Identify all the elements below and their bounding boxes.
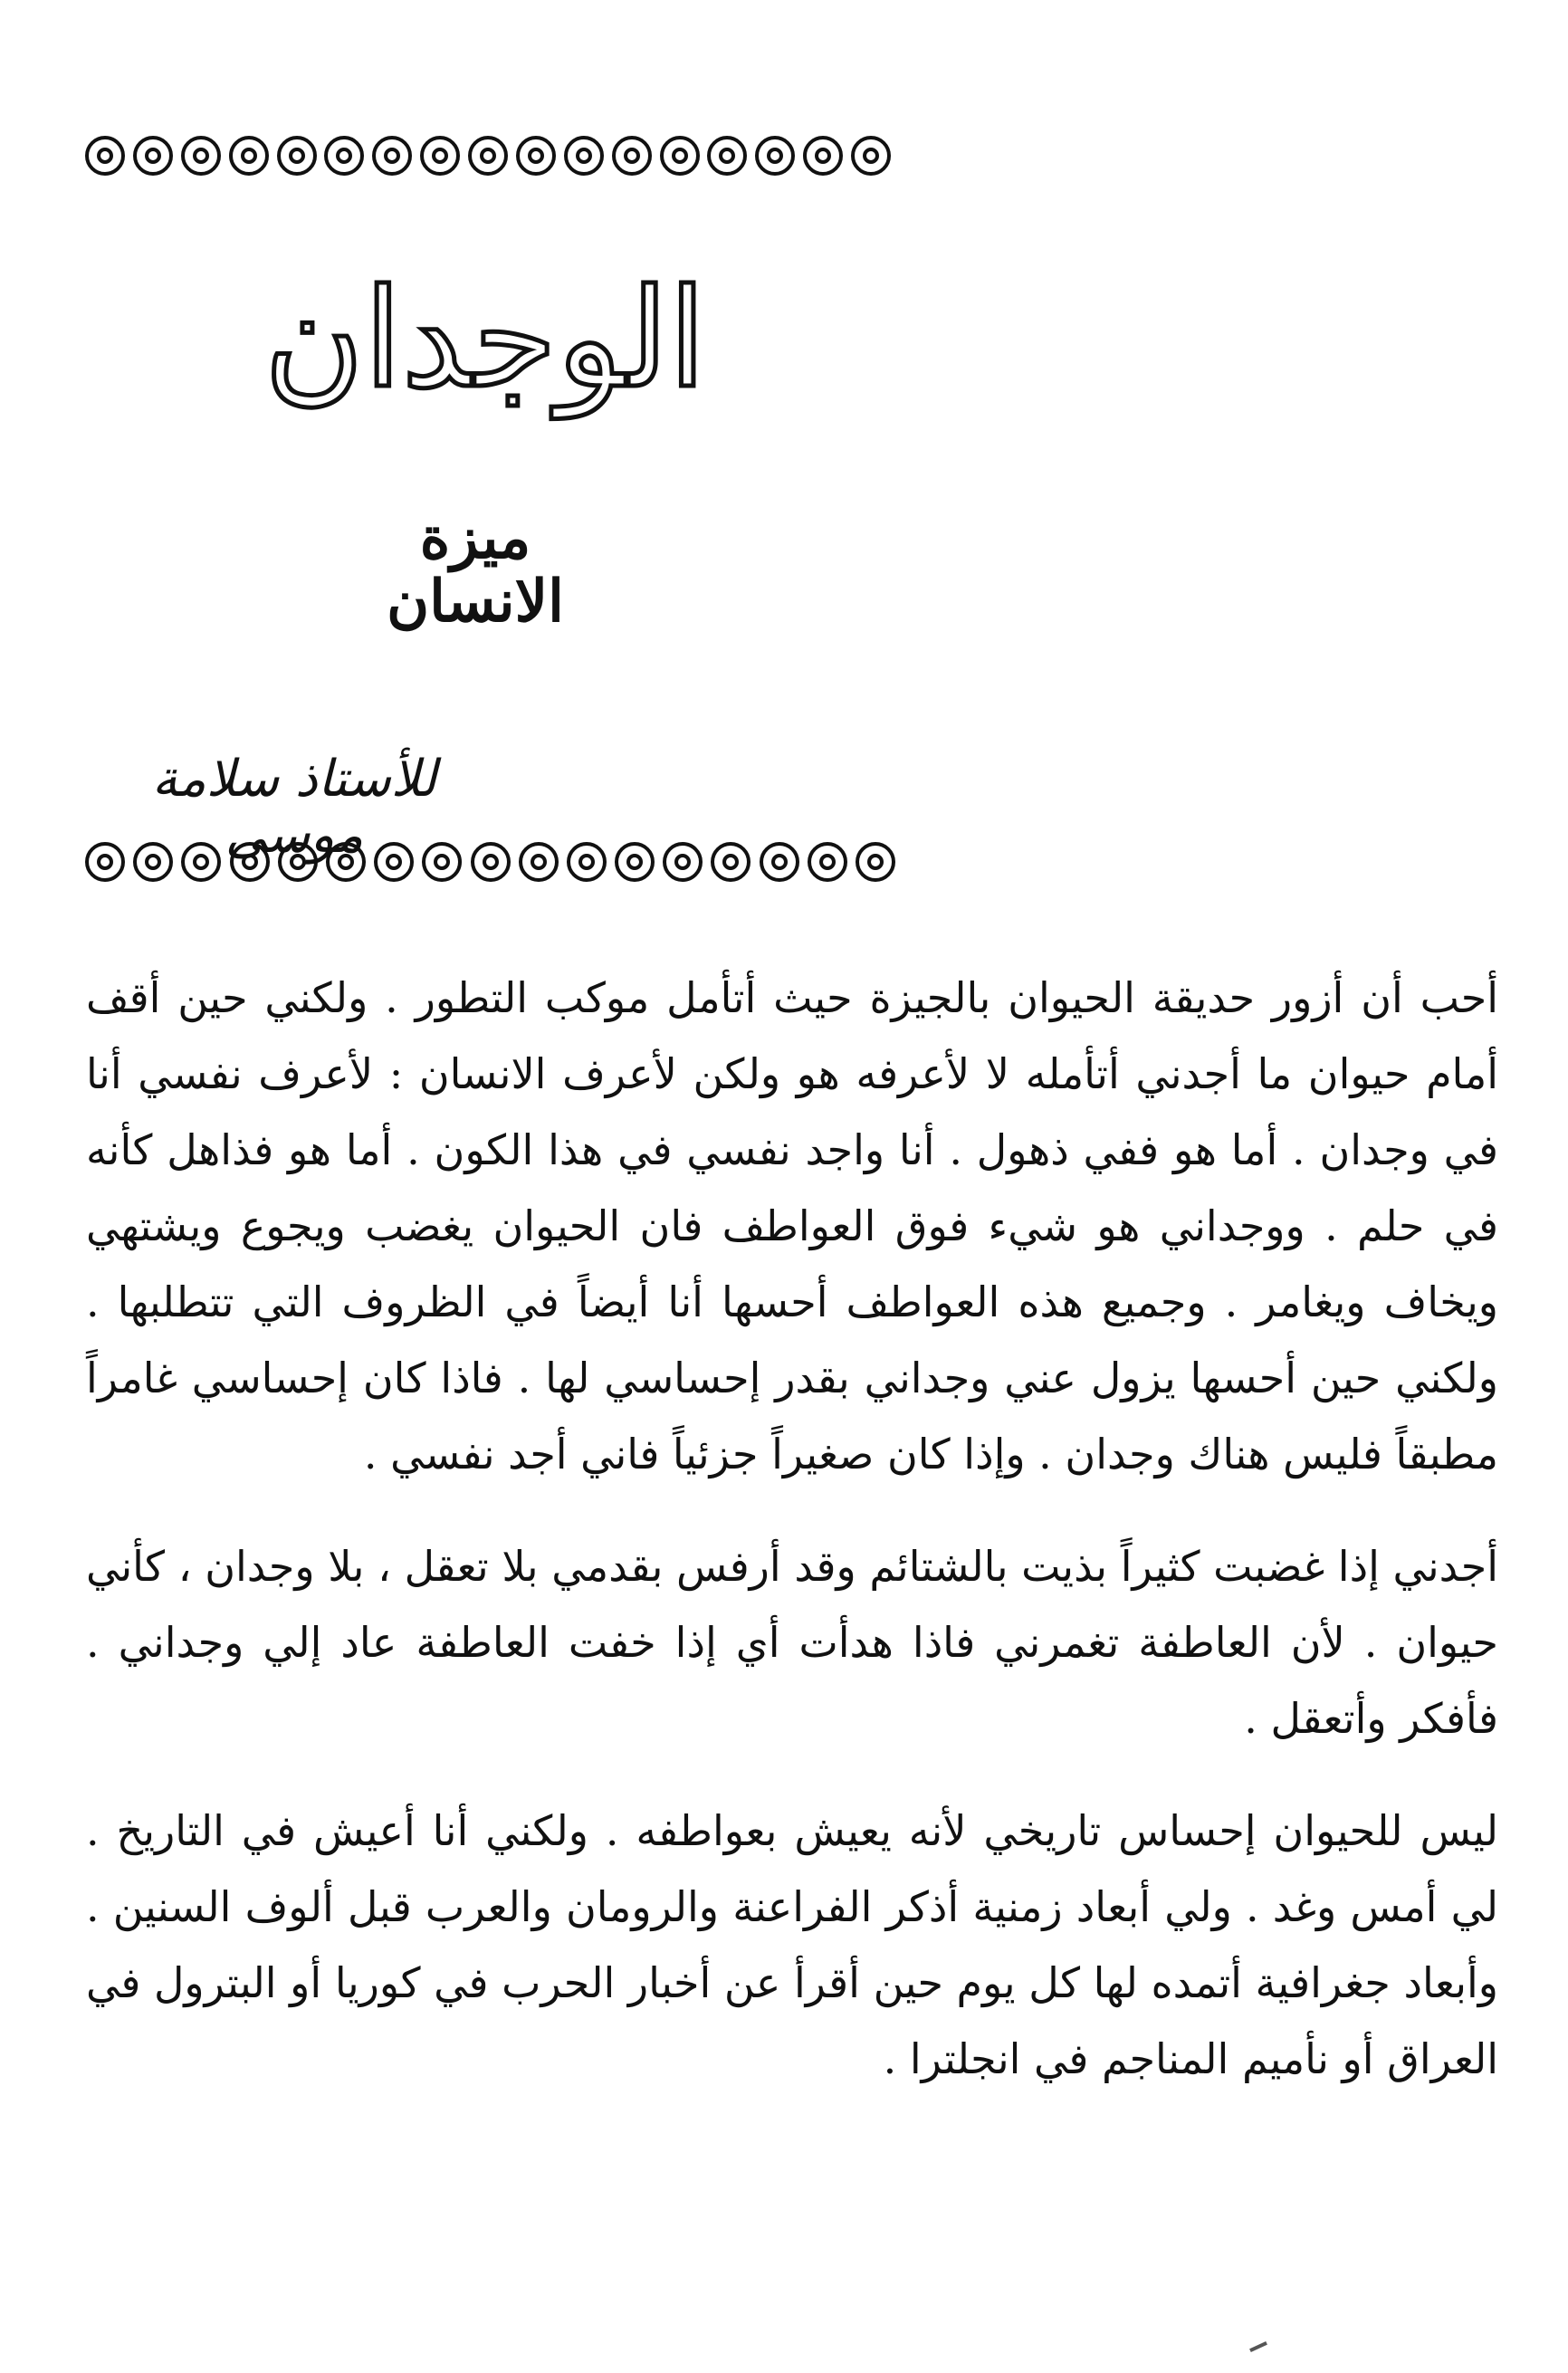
concentric-ring-icon bbox=[803, 136, 843, 176]
concentric-ring-icon bbox=[711, 842, 751, 882]
concentric-ring-icon bbox=[133, 136, 173, 176]
concentric-ring-icon bbox=[755, 136, 795, 176]
concentric-ring-icon bbox=[851, 136, 891, 176]
concentric-ring-icon bbox=[181, 136, 221, 176]
article-title: الوجدان bbox=[263, 261, 706, 418]
stray-mark bbox=[1249, 2341, 1267, 2352]
concentric-ring-icon bbox=[516, 136, 556, 176]
concentric-ring-icon bbox=[230, 842, 270, 882]
concentric-ring-icon bbox=[471, 842, 511, 882]
concentric-ring-icon bbox=[85, 842, 125, 882]
concentric-ring-icon bbox=[663, 842, 703, 882]
concentric-ring-icon bbox=[420, 136, 460, 176]
concentric-ring-icon bbox=[324, 136, 364, 176]
body-paragraph: أحب أن أزور حديقة الحيوان بالجيزة حيث أتأمل موكب التطور . ولكني حين أقف أمام حيوان ما أجدني أتأمله لا لأعرفه هو ولكن لأعرف الانسان : لأعرف نفسي أنا في وجدان . أما هو ففي ذهول . أنا واجد نفسي في هذا الكون . أما هو فذاهل كأنه في حلم . ووجداني هو شيء فوق العواطف فان الحيوان يغضب ويجوع ويشتهي ويخاف ويغامر . وجميع هذه العواطف أحسها أنا أيضاً في الظروف التي تتطلبها . ولكني حين أحسها يزول عني وجداني بقدر إحساسي لها . فاذا كان إحساسي غامراً مطبقاً فليس هناك وجدان . وإذا كان صغيراً جزئياً فاني أجد نفسي . bbox=[86, 973, 1498, 1478]
concentric-ring-icon bbox=[181, 842, 221, 882]
concentric-ring-icon bbox=[229, 136, 269, 176]
concentric-ring-icon bbox=[567, 842, 607, 882]
concentric-ring-icon bbox=[808, 842, 847, 882]
concentric-ring-icon bbox=[707, 136, 747, 176]
ornament-row-top bbox=[85, 127, 891, 185]
concentric-ring-icon bbox=[326, 842, 366, 882]
body-paragraph: ليس للحيوان إحساس تاريخي لأنه يعيش بعواطفه . ولكني أنا أعيش في التاريخ . لي أمس وغد . ولي أبعاد زمنية أذكر الفراعنة والرومان والعرب قبل ألوف السنين . وأبعاد جغرافية أتمده لها كل يوم حين أقرأ عن أخبار الحرب في كوريا أو البترول في العراق أو نأميم المناجم في انجلترا . bbox=[86, 1806, 1498, 2083]
article-author: للأستاذ سلامة موسى bbox=[151, 750, 437, 865]
concentric-ring-icon bbox=[278, 842, 318, 882]
article-subtitle: ميزة الانسان bbox=[387, 504, 564, 636]
body-paragraph: أجدني إذا غضبت كثيراً بذيت بالشتائم وقد أرفس بقدمي بلا تعقل ، بلا وجدان ، كأني حيوان . لأن العاطفة تغمرني فاذا هدأت أي إذا خفت العاطفة عاد إلي وجداني . فأفكر وأتعقل . bbox=[86, 1542, 1498, 1743]
concentric-ring-icon bbox=[372, 136, 412, 176]
concentric-ring-icon bbox=[856, 842, 895, 882]
concentric-ring-icon bbox=[615, 842, 655, 882]
concentric-ring-icon bbox=[133, 842, 173, 882]
concentric-ring-icon bbox=[660, 136, 700, 176]
concentric-ring-icon bbox=[422, 842, 462, 882]
concentric-ring-icon bbox=[85, 136, 125, 176]
concentric-ring-icon bbox=[468, 136, 508, 176]
concentric-ring-icon bbox=[374, 842, 414, 882]
concentric-ring-icon bbox=[519, 842, 559, 882]
concentric-ring-icon bbox=[612, 136, 652, 176]
concentric-ring-icon bbox=[564, 136, 604, 176]
concentric-ring-icon bbox=[277, 136, 317, 176]
concentric-ring-icon bbox=[760, 842, 799, 882]
ornament-row-bottom bbox=[85, 833, 895, 891]
article-body bbox=[86, 960, 1498, 2115]
